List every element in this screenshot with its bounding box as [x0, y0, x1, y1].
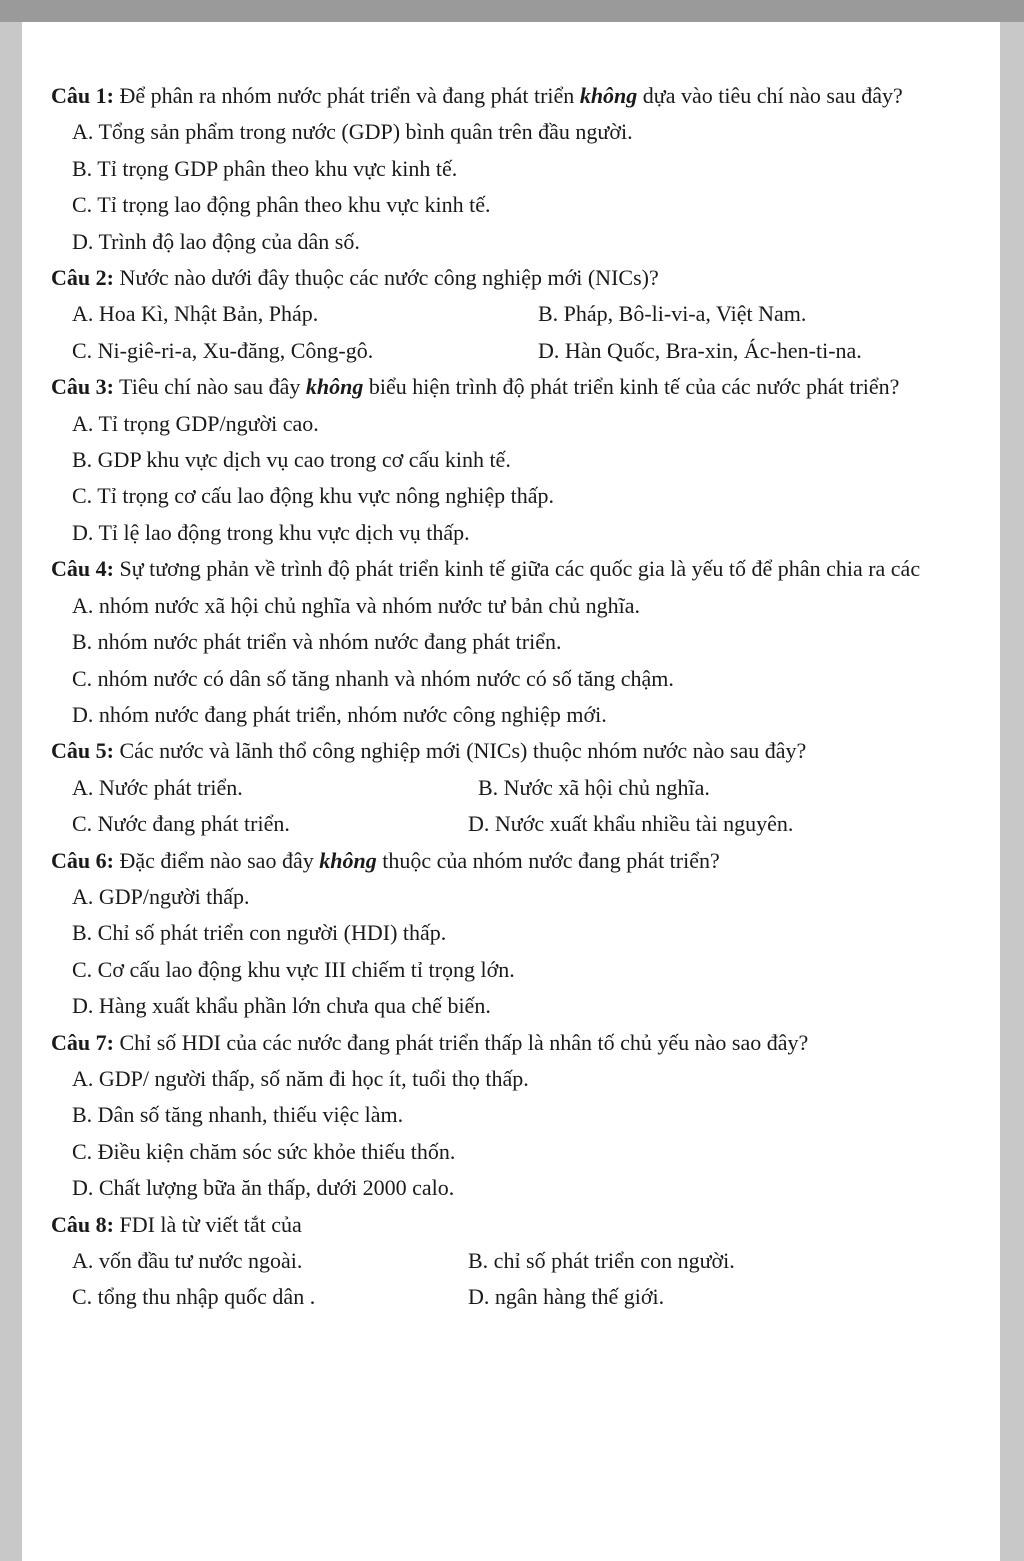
- question-emphasis: không: [319, 847, 377, 873]
- option-d: D. Hàn Quốc, Bra-xin, Ác-hen-ti-na.: [538, 337, 862, 363]
- question-text: Các nước và lãnh thổ công nghiệp mới (NICs) thuộc nhóm nước nào sau đây?: [113, 738, 807, 764]
- option-a: A. GDP/ người thấp, số năm đi học ít, tuổi thọ thấp.: [72, 1065, 529, 1091]
- option-d: D. Tỉ lệ lao động trong khu vực dịch vụ thấp.: [72, 519, 470, 545]
- option-c: C. Nước đang phát triển.: [72, 811, 290, 837]
- option-c: C. Ni-giê-ri-a, Xu-đăng, Công-gô.: [72, 337, 374, 363]
- question-label: Câu 4:: [51, 556, 114, 582]
- option-row: [72, 1279, 991, 1315]
- option-row: [72, 770, 991, 806]
- option-a: A. GDP/người thấp.: [72, 883, 250, 909]
- option-d: D. Chất lượng bữa ăn thấp, dưới 2000 calo.: [72, 1175, 455, 1201]
- option-b: B. Dân số tăng nhanh, thiếu việc làm.: [72, 1102, 404, 1128]
- question-list: [51, 78, 991, 1316]
- question-4: [51, 551, 991, 587]
- option-b: B. Chỉ số phát triển con người (HDI) thấp.: [72, 920, 447, 946]
- option-a: A. Tỉ trọng GDP/người cao.: [72, 410, 319, 436]
- question-label: Câu 5:: [51, 738, 114, 764]
- option-a: A. Tổng sản phẩm trong nước (GDP) bình quân trên đầu người.: [72, 119, 633, 145]
- question-2: [51, 260, 991, 296]
- question-emphasis: không: [305, 374, 364, 400]
- option-a: A. nhóm nước xã hội chủ nghĩa và nhóm nước tư bản chủ nghĩa.: [72, 592, 640, 618]
- option-d: D. nhóm nước đang phát triển, nhóm nước công nghiệp mới.: [72, 701, 607, 727]
- option-b: B. Tỉ trọng GDP phân theo khu vực kinh tế.: [72, 155, 458, 181]
- option-row: [72, 1243, 991, 1279]
- question-label: Câu 1:: [51, 83, 114, 108]
- question-text: Nước nào dưới đây thuộc các nước công nghiệp mới (NICs)?: [113, 265, 659, 291]
- question-text: thuộc của nhóm nước đang phát triển?: [376, 847, 720, 873]
- option-c: C. Điều kiện chăm sóc sức khỏe thiếu thốn.: [72, 1138, 456, 1164]
- question-text: Sự tương phản về trình độ phát triển kinh tế giữa các quốc gia là yếu tố để phân chia ra các: [113, 556, 921, 582]
- option-row: [72, 333, 991, 369]
- status-bar: [0, 0, 1024, 22]
- question-text: FDI là từ viết tắt của: [113, 1211, 302, 1237]
- question-text: Để phân ra nhóm nước phát triển và đang phát triển: [113, 83, 580, 108]
- option-c: C. nhóm nước có dân số tăng nhanh và nhóm nước có số tăng chậm.: [72, 665, 674, 691]
- question-label: Câu 3:: [51, 374, 114, 400]
- question-text: Tiêu chí nào sau đây: [113, 374, 306, 400]
- option-b: B. GDP khu vực dịch vụ cao trong cơ cấu kinh tế.: [72, 447, 511, 473]
- option-c: C. Tỉ trọng lao động phân theo khu vực kinh tế.: [72, 192, 491, 218]
- question-text: Đặc điểm nào sao đây: [113, 847, 320, 873]
- question-3: [51, 369, 991, 405]
- question-label: Câu 8:: [51, 1211, 114, 1237]
- question-8: [51, 1207, 991, 1243]
- option-d: D. Hàng xuất khẩu phần lớn chưa qua chế biến.: [72, 993, 491, 1019]
- option-b: B. chỉ số phát triển con người.: [468, 1248, 735, 1273]
- question-5: [51, 733, 991, 769]
- option-c: C. Tỉ trọng cơ cấu lao động khu vực nông nghiệp thấp.: [72, 483, 555, 509]
- option-a: A. Hoa Kì, Nhật Bản, Pháp.: [72, 301, 319, 327]
- question-text: biểu hiện trình độ phát triển kinh tế của các nước phát triển?: [363, 374, 900, 400]
- question-text: Chỉ số HDI của các nước đang phát triển thấp là nhân tố chủ yếu nào sao đây?: [113, 1029, 809, 1055]
- question-7: [51, 1025, 991, 1061]
- question-label: Câu 2:: [51, 265, 114, 291]
- question-emphasis: không: [579, 83, 638, 108]
- option-a: A. Nước phát triển.: [72, 774, 243, 800]
- option-d: D. ngân hàng thế giới.: [468, 1284, 665, 1310]
- option-d: D. Nước xuất khẩu nhiều tài nguyên.: [468, 811, 794, 837]
- question-label: Câu 6:: [51, 847, 114, 873]
- option-row: [72, 806, 991, 842]
- option-d: D. Trình độ lao động của dân số.: [72, 228, 360, 254]
- option-c: C. tổng thu nhập quốc dân .: [72, 1284, 316, 1310]
- option-b: B. Nước xã hội chủ nghĩa.: [478, 774, 710, 800]
- question-text: dựa vào tiêu chí nào sau đây?: [637, 83, 903, 108]
- option-b: B. nhóm nước phát triển và nhóm nước đang phát triển.: [72, 629, 562, 655]
- option-b: B. Pháp, Bô-li-vi-a, Việt Nam.: [538, 301, 807, 327]
- question-1: [51, 78, 991, 114]
- option-c: C. Cơ cấu lao động khu vực III chiếm tỉ trọng lớn.: [72, 956, 515, 982]
- option-row: [72, 296, 991, 332]
- document-page: [22, 22, 1000, 1561]
- option-a: A. vốn đầu tư nước ngoài.: [72, 1248, 303, 1273]
- question-6: [51, 843, 991, 879]
- question-label: Câu 7:: [51, 1029, 114, 1055]
